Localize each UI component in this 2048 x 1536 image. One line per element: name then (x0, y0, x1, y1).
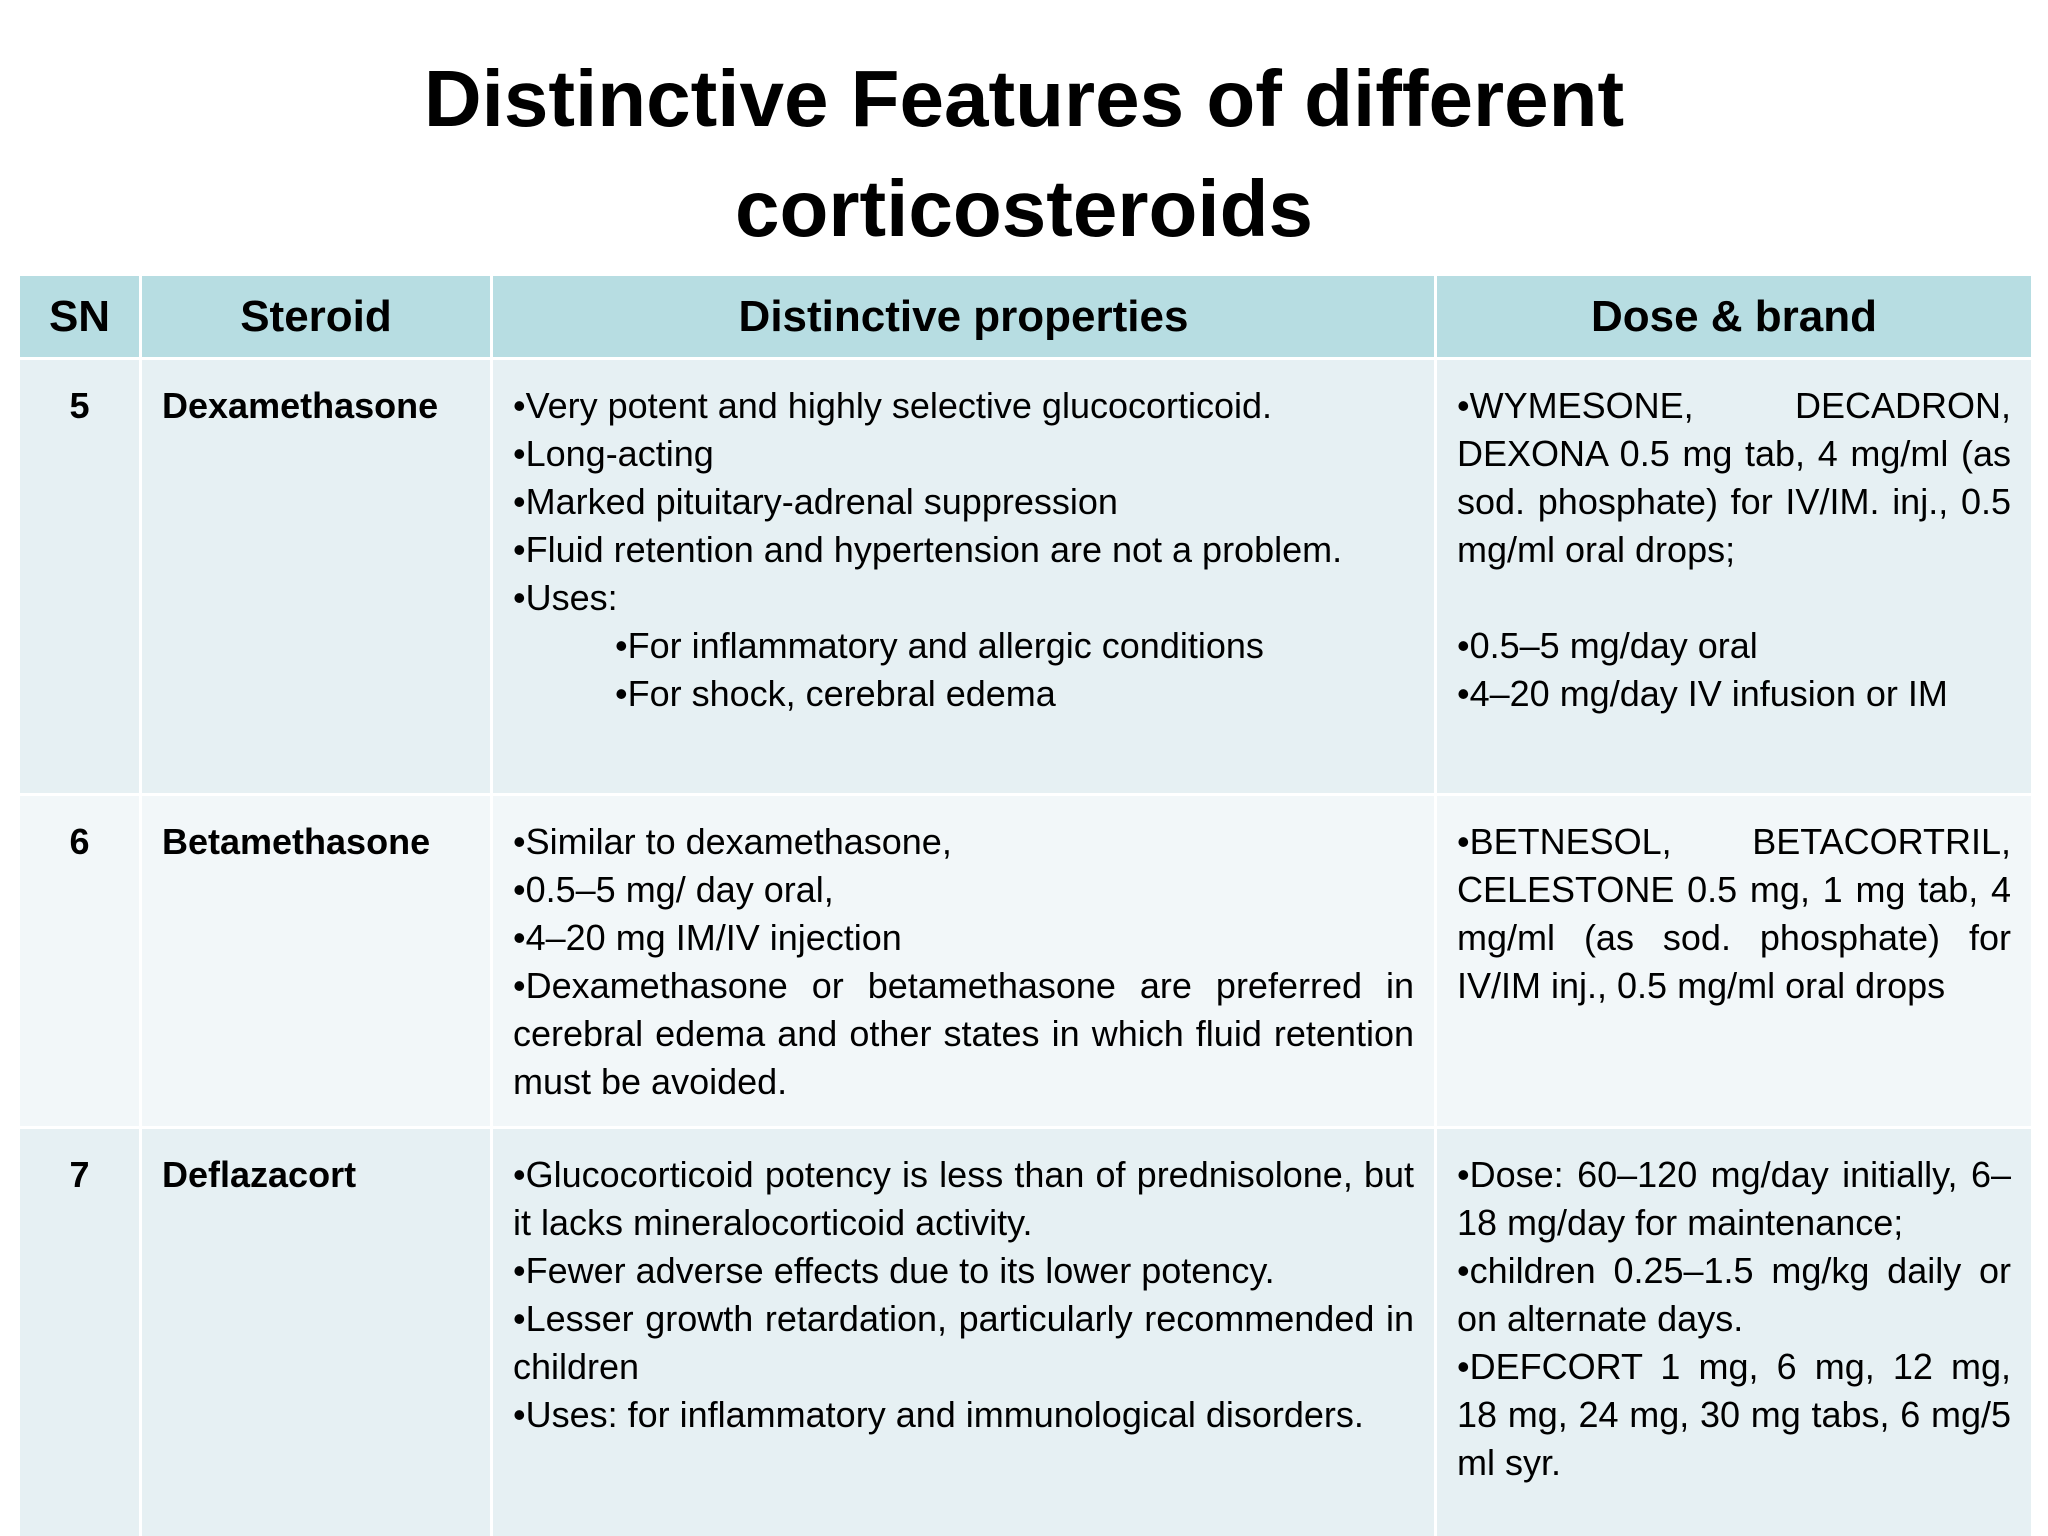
row-dose-brand (1436, 359, 2033, 795)
row-steroid: Betamethasone (141, 795, 492, 1128)
row-sn: 5 (19, 359, 141, 795)
property-line: •Marked pituitary-adrenal suppression (513, 481, 1118, 522)
property-line: •Dexamethasone or betamethasone are preferred in cerebral edema and other states in which fluid retention must be avoided. (513, 965, 1414, 1102)
header-sn: SN (19, 275, 141, 359)
header-dose-brand: Dose & brand (1436, 275, 2033, 359)
property-subitem: •For inflammatory and allergic conditions (615, 625, 1264, 666)
row-properties (492, 359, 1436, 795)
table-row (19, 359, 2033, 795)
property-line: •Uses: for inflammatory and immunological disorders. (513, 1394, 1364, 1435)
header-properties: Distinctive properties (492, 275, 1436, 359)
row-steroid: Dexamethasone (141, 359, 492, 795)
dose-line: •BETNESOL, BETACORTRIL, CELESTONE 0.5 mg, 1 mg tab, 4 mg/ml (as sod. phosphate) for IV/IM inj., 0.5 mg/ml oral drops (1457, 821, 2011, 1006)
property-line: •Fluid retention and hypertension are not a problem. (513, 529, 1343, 570)
spacer (1457, 574, 2011, 622)
title-line-1: Distinctive Features of different (423, 54, 1625, 143)
property-line: •Very potent and highly selective glucocorticoid. (513, 385, 1273, 426)
property-line: •Long-acting (513, 433, 714, 474)
row-dose-brand (1436, 1128, 2033, 1536)
row-properties (492, 795, 1436, 1128)
row-properties (492, 1128, 1436, 1536)
table-row (19, 795, 2033, 1128)
dose-line: •4–20 mg/day IV infusion or IM (1457, 673, 1948, 714)
page-title (0, 44, 2048, 264)
property-line: •Glucocorticoid potency is less than of prednisolone, but it lacks mineralocorticoid activity. (513, 1154, 1414, 1243)
title-line-2: corticosteroids (735, 164, 1313, 253)
row-sn: 7 (19, 1128, 141, 1536)
header-steroid: Steroid (141, 275, 492, 359)
property-line: •Similar to dexamethasone, (513, 821, 952, 862)
corticosteroid-table (17, 273, 2034, 1536)
row-steroid: Deflazacort (141, 1128, 492, 1536)
property-line: •Fewer adverse effects due to its lower potency. (513, 1250, 1275, 1291)
dose-line: •Dose: 60–120 mg/day initially, 6–18 mg/day for maintenance; (1457, 1154, 2011, 1243)
property-line: •Lesser growth retardation, particularly recommended in children (513, 1298, 1414, 1387)
property-subitem: •For shock, cerebral edema (615, 673, 1056, 714)
dose-line: •children 0.25–1.5 mg/kg daily or on alternate days. (1457, 1250, 2011, 1339)
header-row (19, 275, 2033, 359)
property-line: •4–20 mg IM/IV injection (513, 917, 902, 958)
property-line: •Uses: (513, 577, 618, 618)
table-row (19, 1128, 2033, 1536)
row-dose-brand (1436, 795, 2033, 1128)
dose-line: •0.5–5 mg/day oral (1457, 625, 1758, 666)
dose-line: •WYMESONE, DECADRON, DEXONA 0.5 mg tab, 4 mg/ml (as sod. phosphate) for IV/IM. inj., 0.5 mg/ml oral drops; (1457, 385, 2011, 570)
dose-line: •DEFCORT 1 mg, 6 mg, 12 mg, 18 mg, 24 mg, 30 mg tabs, 6 mg/5 ml syr. (1457, 1346, 2011, 1483)
property-line: •0.5–5 mg/ day oral, (513, 869, 834, 910)
row-sn: 6 (19, 795, 141, 1128)
